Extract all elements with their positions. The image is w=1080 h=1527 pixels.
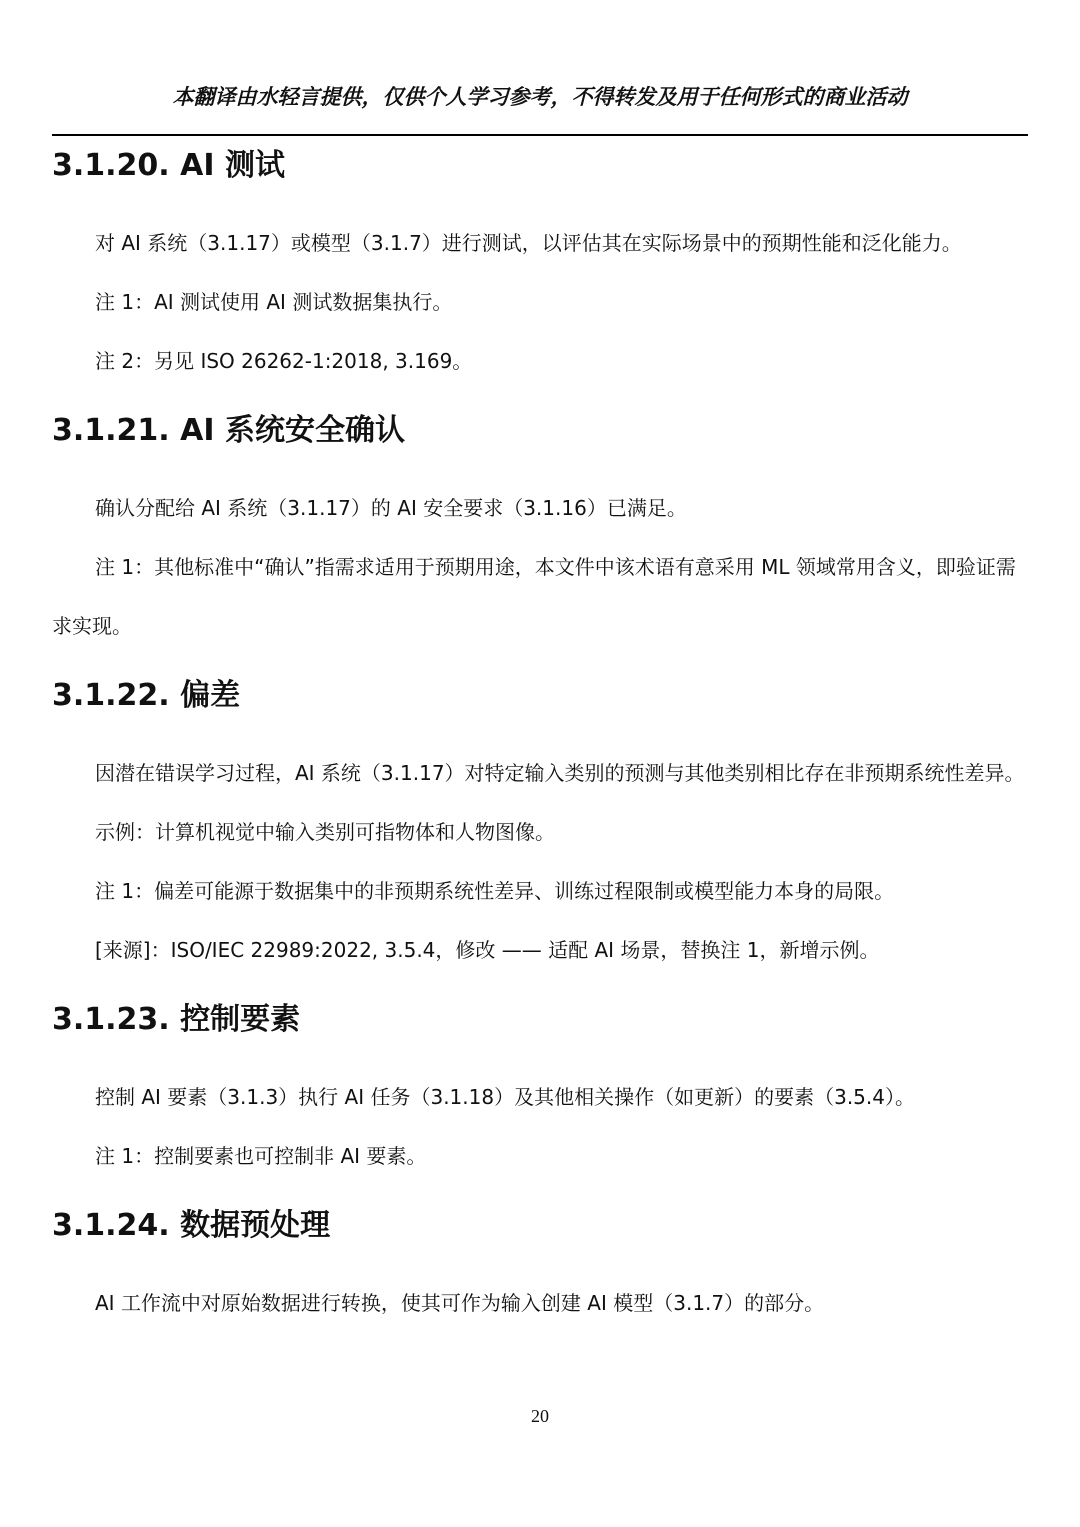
example-paragraph: 示例：计算机视觉中输入类别可指物体和人物图像。 [95, 820, 555, 844]
definition-paragraph: 控制 AI 要素（3.1.3）执行 AI 任务（3.1.18）及其他相关操作（如更新）的要素（3.5.4）。 [95, 1085, 915, 1109]
page-number: 20 [531, 1406, 549, 1426]
section-3-1-23 [52, 994, 1028, 1186]
section-3-1-20 [52, 140, 1028, 391]
definition-paragraph: AI 工作流中对原始数据进行转换，使其可作为输入创建 AI 模型（3.1.7）的部分。 [95, 1291, 825, 1315]
definition-paragraph: 因潜在错误学习过程，AI 系统（3.1.17）对特定输入类别的预测与其他类别相比存在非预期系统性差异。 [95, 761, 1025, 785]
header-divider [52, 134, 1028, 136]
note-paragraph: 注 2：另见 ISO 26262-1:2018, 3.169。 [95, 349, 473, 373]
note-paragraph: 注 1：控制要素也可控制非 AI 要素。 [95, 1144, 427, 1168]
note-paragraph: 注 1：偏差可能源于数据集中的非预期系统性差异、训练过程限制或模型能力本身的局限。 [95, 879, 895, 903]
definition-paragraph: 对 AI 系统（3.1.17）或模型（3.1.7）进行测试，以评估其在实际场景中的预期性能和泛化能力。 [95, 231, 962, 255]
note-paragraph: 注 1：其他标准中“确认”指需求适用于预期用途，本文件中该术语有意采用 ML 领域常用含义，即验证需求实现。 [52, 555, 1016, 638]
section-3-1-22 [52, 670, 1028, 980]
source-paragraph: [来源]：ISO/IEC 22989:2022, 3.5.4，修改 —— 适配 AI 场景，替换注 1，新增示例。 [95, 938, 880, 962]
section-3-1-21 [52, 405, 1028, 656]
section-heading: 3.1.21. AI 系统安全确认 [52, 413, 405, 448]
note-paragraph: 注 1：AI 测试使用 AI 测试数据集执行。 [95, 290, 453, 314]
section-heading: 3.1.23. 控制要素 [52, 1002, 301, 1037]
definition-paragraph: 确认分配给 AI 系统（3.1.17）的 AI 安全要求（3.1.16）已满足。 [95, 496, 687, 520]
section-heading: 3.1.20. AI 测试 [52, 148, 285, 183]
section-heading: 3.1.24. 数据预处理 [52, 1208, 331, 1243]
document-body [52, 140, 1028, 1333]
section-3-1-24 [52, 1200, 1028, 1333]
page-header-notice: 本翻译由水轻言提供，仅供个人学习参考，不得转发及用于任何形式的商业活动 [172, 85, 908, 109]
section-heading: 3.1.22. 偏差 [52, 678, 241, 713]
